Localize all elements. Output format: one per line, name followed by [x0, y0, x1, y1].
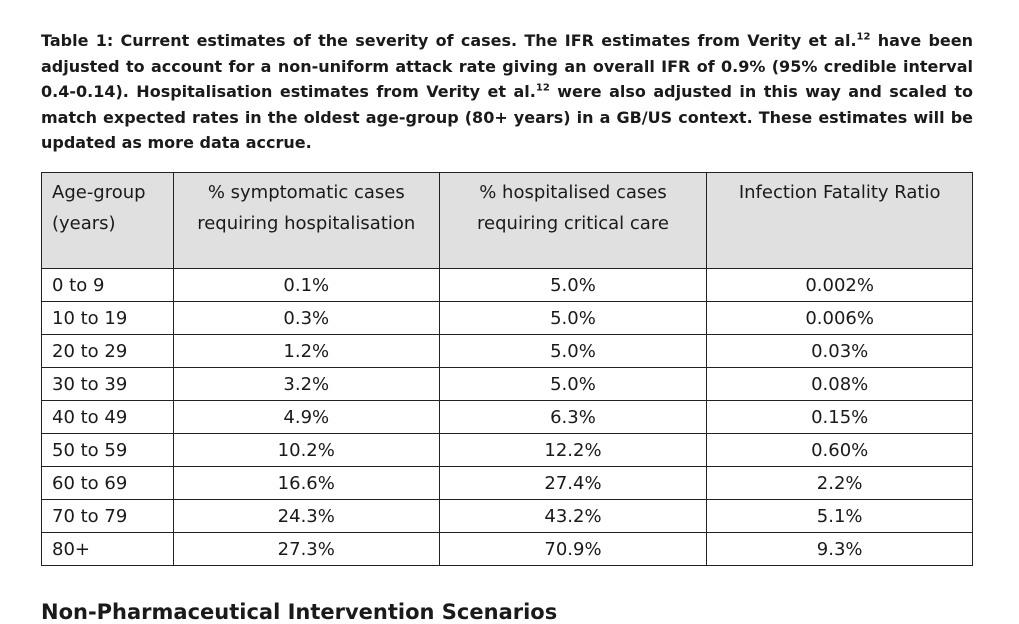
caption-text-1: Table 1: Current estimates of the severity of cases. The IFR estimates from Verity et al.: [41, 31, 857, 50]
cell-ifr: 0.006%: [707, 302, 973, 335]
citation-ref-2: 12: [535, 82, 550, 94]
severity-table: [41, 172, 973, 566]
table-row: [42, 401, 973, 434]
table-row: [42, 368, 973, 401]
cell-hospitalisation: 0.3%: [173, 302, 439, 335]
citation-ref-1: 12: [856, 31, 871, 43]
cell-hospitalisation: 27.3%: [173, 533, 439, 566]
cell-ifr: 0.03%: [707, 335, 973, 368]
cell-ifr: 0.60%: [707, 434, 973, 467]
cell-hospitalisation: 4.9%: [173, 401, 439, 434]
cell-critical-care: 27.4%: [439, 467, 707, 500]
table-caption: [41, 28, 973, 156]
cell-critical-care: 43.2%: [439, 500, 707, 533]
cell-age-group: 20 to 29: [42, 335, 174, 368]
table-row: [42, 335, 973, 368]
table-row: [42, 269, 973, 302]
cell-age-group: 70 to 79: [42, 500, 174, 533]
cell-age-group: 50 to 59: [42, 434, 174, 467]
cell-hospitalisation: 10.2%: [173, 434, 439, 467]
cell-hospitalisation: 24.3%: [173, 500, 439, 533]
table-row: [42, 467, 973, 500]
table-row: [42, 302, 973, 335]
cell-ifr: 0.002%: [707, 269, 973, 302]
caption-text-3: were also adjusted in this way and scaled to match expected rates in the oldest age-group (80+ years) in a GB/US context. These estimates will be updated as more data accrue.: [41, 82, 973, 152]
cell-age-group: 40 to 49: [42, 401, 174, 434]
table-row: [42, 500, 973, 533]
header-ifr: Infection Fatality Ratio: [707, 173, 973, 269]
header-critical-care: % hospitalised cases requiring critical care: [439, 173, 707, 269]
cell-ifr: 0.08%: [707, 368, 973, 401]
cell-ifr: 0.15%: [707, 401, 973, 434]
cell-age-group: 10 to 19: [42, 302, 174, 335]
cell-critical-care: 5.0%: [439, 335, 707, 368]
cell-critical-care: 5.0%: [439, 269, 707, 302]
cell-age-group: 60 to 69: [42, 467, 174, 500]
cell-age-group: 30 to 39: [42, 368, 174, 401]
cell-age-group: 0 to 9: [42, 269, 174, 302]
cell-age-group: 80+: [42, 533, 174, 566]
cell-hospitalisation: 16.6%: [173, 467, 439, 500]
cell-hospitalisation: 3.2%: [173, 368, 439, 401]
caption-text-2: have been adjusted to account for a non-uniform attack rate giving an overall IFR of 0.9% (95% credible interval 0.4-0.14). Hospitalisation estimates from Verity et al.: [41, 31, 974, 101]
cell-hospitalisation: 0.1%: [173, 269, 439, 302]
table-header-row: [42, 173, 973, 269]
cell-hospitalisation: 1.2%: [173, 335, 439, 368]
table-row: [42, 533, 973, 566]
cell-critical-care: 5.0%: [439, 368, 707, 401]
header-hospitalisation: % symptomatic cases requiring hospitalisation: [173, 173, 439, 269]
cell-critical-care: 5.0%: [439, 302, 707, 335]
cell-ifr: 5.1%: [707, 500, 973, 533]
header-age-group: Age-group (years): [42, 173, 174, 269]
cell-critical-care: 6.3%: [439, 401, 707, 434]
next-section-heading: Non-Pharmaceutical Intervention Scenarios: [41, 600, 558, 624]
cell-critical-care: 70.9%: [439, 533, 707, 566]
cell-critical-care: 12.2%: [439, 434, 707, 467]
cell-ifr: 2.2%: [707, 467, 973, 500]
cell-ifr: 9.3%: [707, 533, 973, 566]
table-row: [42, 434, 973, 467]
